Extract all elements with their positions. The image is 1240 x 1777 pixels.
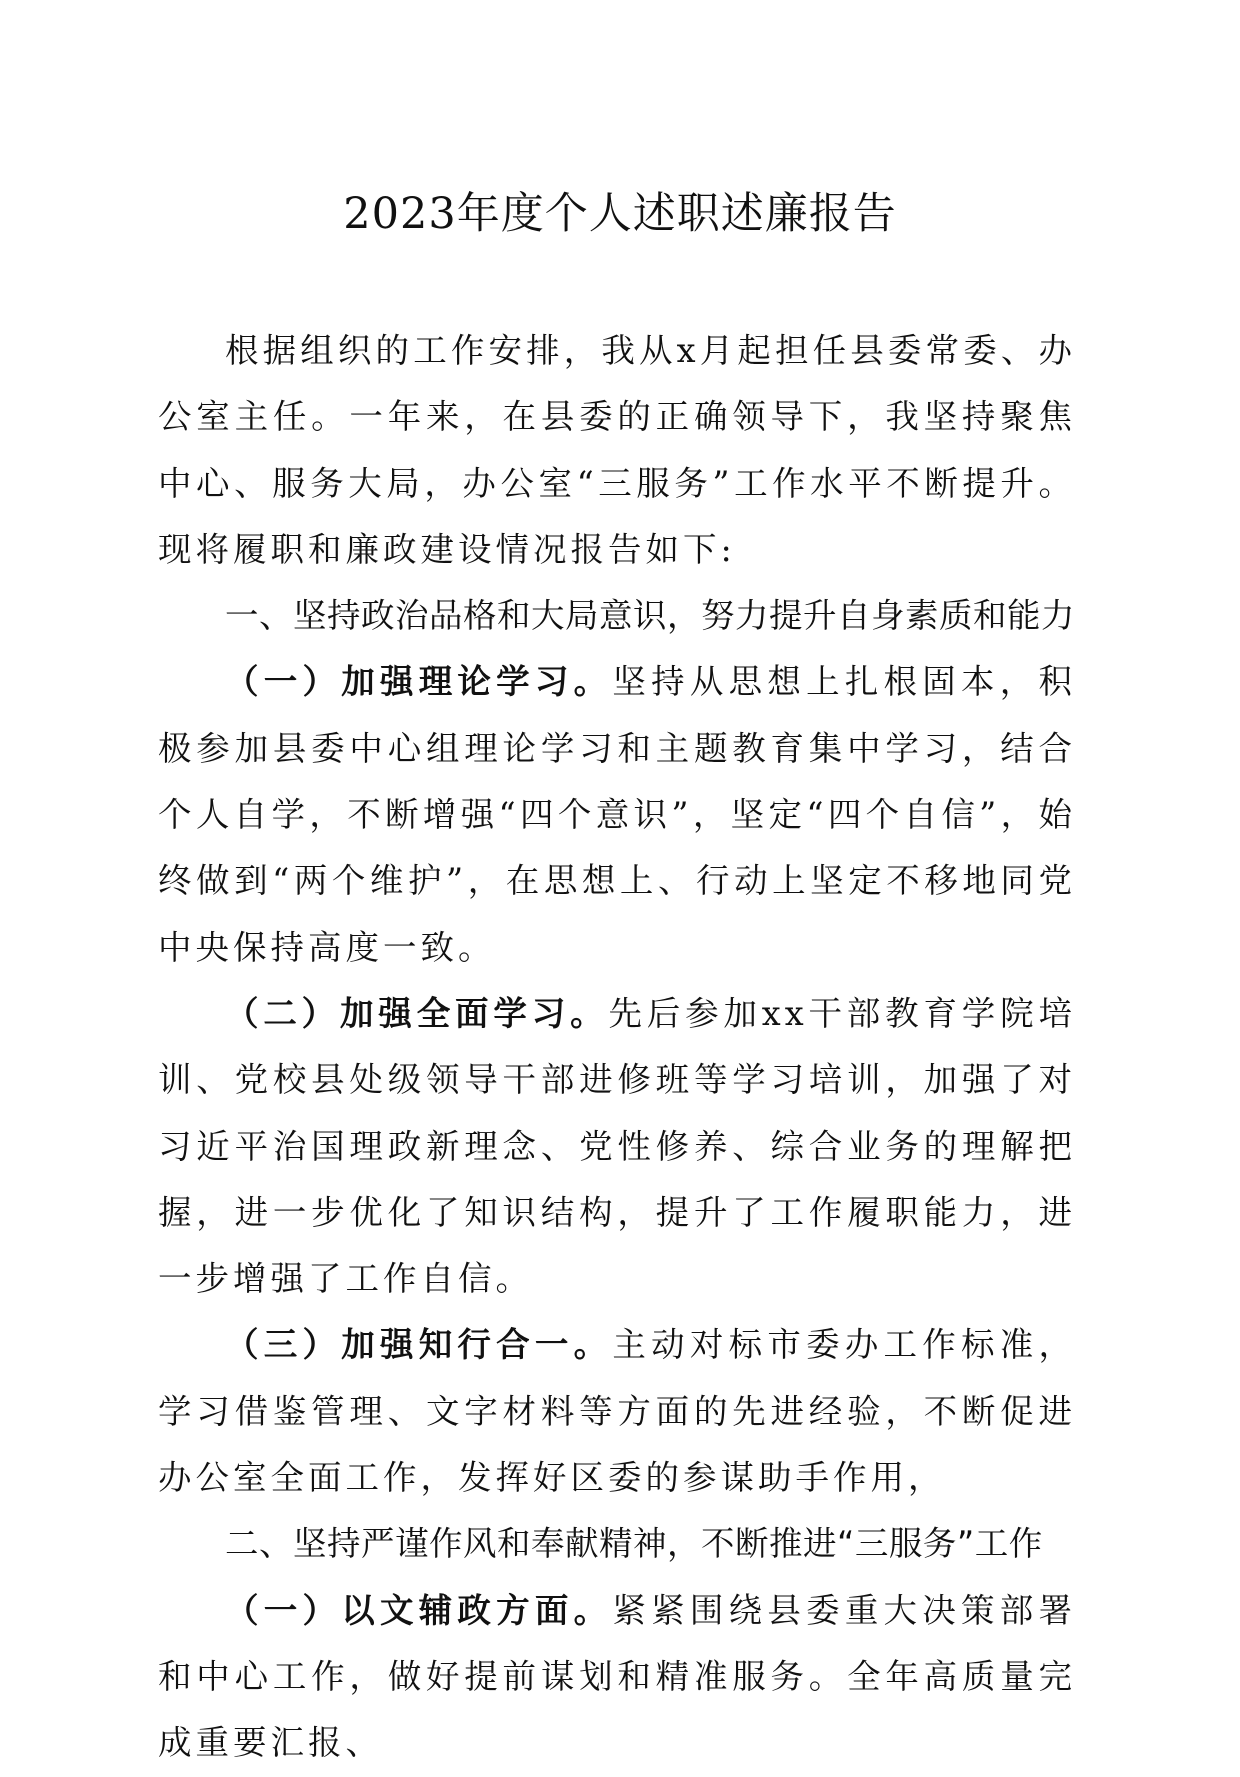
paragraph-body: 坚持从思想上扎根固本，积极参加县委中心组理论学习和主题教育集中学习，结合个人自学，不断增强“四个意识”，坚定“四个自信”，始终做到“两个维护”，在思想上、行动上坚定不移地同党中央保持高度一致。 (158, 662, 1077, 967)
section-1-paragraph-3 (158, 1312, 1076, 1511)
paragraph-body: 紧紧围绕县委重大决策部署和中心工作，做好提前谋划和精准服务。全年高质量完成重要汇报、 (158, 1590, 1077, 1763)
paragraph-lead: （二）加强全面学习。 (225, 993, 609, 1033)
paragraph-lead: （三）加强知行合一。 (225, 1325, 613, 1365)
document-title: 2023年度个人述职述廉报告 (343, 189, 897, 239)
document-body (158, 318, 1076, 1777)
section-1-paragraph-1 (158, 649, 1076, 980)
intro-paragraph: 根据组织的工作安排，我从x月起担任县委常委、办公室主任。一年来，在县委的正确领导下，我坚持聚焦中心、服务大局，办公室“三服务”工作水平不断提升。现将履职和廉政建设情况报告如下: (158, 331, 1076, 569)
paragraph-lead: （一）以文辅政方面。 (225, 1590, 613, 1630)
section-1-paragraph-2 (158, 981, 1076, 1312)
section-2-heading: 二、坚持严谨作风和奉献精神，不断推进“三服务”工作 (225, 1524, 1043, 1564)
paragraph-lead: （一）加强理论学习。 (225, 662, 613, 702)
section-1-heading: 一、坚持政治品格和大局意识，努力提升自身素质和能力 (225, 596, 1075, 636)
section-2-paragraph-1 (158, 1578, 1076, 1777)
paragraph-body: 先后参加xx干部教育学院培训、党校县处级领导干部进修班等学习培训，加强了对习近平治国理政新理念、党性修养、综合业务的理解把握，进一步优化了知识结构，提升了工作履职能力，进一步增强了工作自信。 (158, 993, 1076, 1299)
paragraph-body: 主动对标市委办工作标准，学习借鉴管理、文字材料等方面的先进经验，不断促进办公室全面工作，发挥好区委的参谋助手作用， (158, 1325, 1077, 1498)
